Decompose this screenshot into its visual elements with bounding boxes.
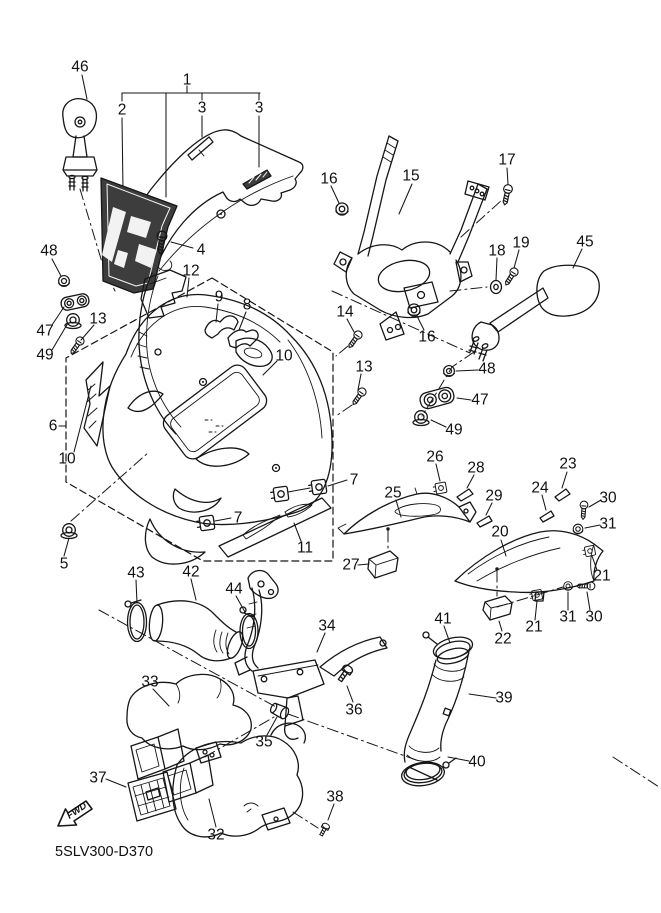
leader-36 [347, 686, 353, 702]
part-label-21: 21 [525, 618, 543, 636]
leader-15 [399, 184, 412, 214]
part-label-44: 44 [225, 580, 243, 598]
strip-23 [555, 489, 570, 501]
part-label-46: 46 [71, 58, 89, 76]
leader-5 [64, 538, 69, 556]
part-label-47: 47 [36, 322, 54, 340]
nut-16-left [336, 203, 348, 215]
part-label-32: 32 [207, 826, 225, 844]
part-label-35: 35 [255, 733, 273, 751]
center-bracket [235, 571, 387, 740]
leader-21 [535, 601, 537, 620]
leader-38 [328, 804, 334, 820]
leader-17 [507, 168, 508, 184]
leader-48 [52, 259, 61, 276]
part-label-40: 40 [468, 753, 486, 771]
leader-4 [171, 242, 193, 248]
leader-40 [448, 757, 469, 761]
part-label-16: 16 [320, 170, 338, 188]
leader-48 [456, 370, 478, 371]
mirror-left [63, 99, 97, 191]
part-label-2: 2 [117, 101, 127, 119]
leader-33 [153, 689, 169, 706]
leader-32 [209, 799, 216, 827]
leader-24 [542, 495, 546, 510]
part-label-9: 9 [214, 288, 224, 306]
pad-27 [368, 551, 398, 578]
part-label-29: 29 [485, 487, 503, 505]
screw-13-right [350, 386, 368, 407]
fwd-arrow-label: FWD [64, 800, 90, 822]
part-label-3: 3 [254, 99, 264, 117]
mirror-bracket-right [419, 386, 456, 410]
part-label-17: 17 [498, 151, 516, 169]
part-label-33: 33 [141, 673, 159, 691]
part-label-12: 12 [182, 262, 200, 280]
diagram-code: 5SLV300-D370 [55, 844, 154, 860]
trim-clip-9 [205, 316, 238, 338]
callout-bracket-assembly-1 [122, 86, 260, 197]
leader-29 [486, 503, 492, 515]
leader-22 [499, 621, 502, 631]
leader-23 [562, 472, 567, 488]
leader-42 [191, 579, 196, 600]
part-label-47: 47 [471, 391, 489, 409]
part-label-37: 37 [89, 769, 107, 787]
part-label-10: 10 [275, 347, 293, 365]
part-label-21: 21 [593, 567, 611, 585]
strip-24 [540, 511, 554, 522]
mirror-bracket-left [60, 293, 90, 312]
hose-clamp-40 [400, 758, 456, 788]
leader-37 [106, 779, 126, 787]
part-label-41: 41 [434, 610, 452, 628]
part-label-30: 30 [599, 489, 617, 507]
part-label-16: 16 [418, 328, 436, 346]
strip-28 [457, 489, 473, 501]
part-label-34: 34 [318, 617, 336, 635]
leader-7 [328, 480, 347, 486]
part-label-31: 31 [599, 515, 617, 533]
clip-7-c [270, 486, 289, 502]
bolt-38 [318, 822, 331, 837]
leader-12 [187, 278, 189, 297]
screw-19 [502, 266, 519, 287]
leader-46 [82, 75, 87, 99]
part-label-7: 7 [349, 471, 359, 489]
part-label-1: 1 [182, 71, 192, 89]
nut-16-bottom [408, 304, 420, 316]
part-label-19: 19 [512, 234, 530, 252]
leader-14 [347, 319, 354, 332]
leader-49 [52, 323, 68, 350]
part-label-5: 5 [59, 555, 69, 573]
trim-left-wing [84, 362, 110, 446]
part-label-23: 23 [559, 455, 577, 473]
side-panel-20 [455, 531, 603, 601]
leader-39 [469, 694, 496, 698]
garnish-panel [159, 361, 270, 463]
part-label-49: 49 [36, 346, 54, 364]
part-label-13: 13 [89, 310, 107, 328]
nut-48-left [59, 276, 70, 287]
part-label-18: 18 [488, 242, 506, 260]
part-label-8: 8 [242, 296, 252, 314]
leader-27 [358, 564, 369, 565]
screw-17 [500, 184, 513, 206]
leader-49 [431, 420, 446, 427]
clip-7-link [288, 488, 310, 492]
leader-47 [457, 398, 471, 400]
nut-5 [61, 524, 77, 539]
leader-16 [331, 186, 339, 203]
leader-10 [74, 386, 91, 452]
garnish-marks [205, 420, 223, 432]
emblem-strip-left [188, 137, 213, 160]
screw-30-top [579, 501, 588, 520]
part-label-30: 30 [585, 608, 603, 626]
part-label-20: 20 [491, 523, 509, 541]
part-label-43: 43 [127, 564, 145, 582]
clip-26 [433, 482, 447, 495]
duct-hose-left [148, 601, 246, 661]
leader-31 [585, 525, 600, 528]
leader-19 [514, 250, 519, 268]
leader-9 [216, 304, 218, 322]
part-label-7: 7 [233, 509, 243, 527]
part-label-14: 14 [336, 303, 354, 321]
part-label-36: 36 [345, 701, 363, 719]
decal-r6 [219, 498, 331, 557]
lower-duct [173, 723, 306, 837]
part-label-45: 45 [576, 233, 594, 251]
part-label-42: 42 [182, 563, 200, 581]
part-label-10: 10 [58, 450, 76, 468]
nut-31-bottom [564, 582, 573, 591]
hose-clamp-43 [125, 600, 147, 642]
nut-48-right [444, 366, 455, 377]
part-label-26: 26 [426, 448, 444, 466]
leader-lines [52, 75, 601, 827]
screw-14 [346, 329, 364, 350]
leader-7 [215, 518, 231, 521]
nut-31-top [573, 524, 583, 534]
leader-8 [239, 312, 246, 330]
fwd-arrow [58, 800, 92, 826]
pad-22 [483, 596, 512, 620]
nut-49-right [413, 411, 429, 426]
washer-18 [491, 281, 502, 294]
leader-47 [52, 307, 64, 325]
part-label-27: 27 [342, 556, 360, 574]
side-panel-25 [338, 488, 476, 534]
part-label-4: 4 [196, 241, 206, 259]
leader-11 [294, 523, 301, 541]
part-label-28: 28 [467, 459, 485, 477]
part-label-22: 22 [494, 630, 512, 648]
part-label-31: 31 [559, 608, 577, 626]
part-label-49: 49 [445, 421, 463, 439]
clip-21-a [582, 545, 596, 557]
part-label-6: 6 [48, 417, 58, 435]
leader-26 [436, 464, 440, 481]
mesh-grille [128, 772, 176, 821]
part-label-25: 25 [384, 484, 402, 502]
part-label-24: 24 [531, 479, 549, 497]
part-label-11: 11 [296, 539, 314, 557]
mirror-right [469, 265, 599, 361]
leader-13 [358, 374, 361, 390]
part-label-48: 48 [40, 242, 58, 260]
part-label-48: 48 [478, 360, 496, 378]
part-label-38: 38 [326, 788, 344, 806]
leader-28 [467, 475, 474, 488]
leader-30 [587, 592, 590, 610]
leader-43 [136, 580, 137, 603]
part-label-3: 3 [197, 99, 207, 117]
part-number-labels [36, 59, 617, 844]
duct-hose-right [404, 645, 470, 781]
part-label-13: 13 [355, 358, 373, 376]
leader-34 [317, 633, 325, 652]
nut-49-left [65, 314, 81, 329]
leader-18 [496, 258, 497, 280]
leader-45 [573, 249, 582, 268]
part-label-15: 15 [402, 167, 420, 185]
part-label-39: 39 [495, 689, 513, 707]
strip-29 [477, 516, 492, 527]
